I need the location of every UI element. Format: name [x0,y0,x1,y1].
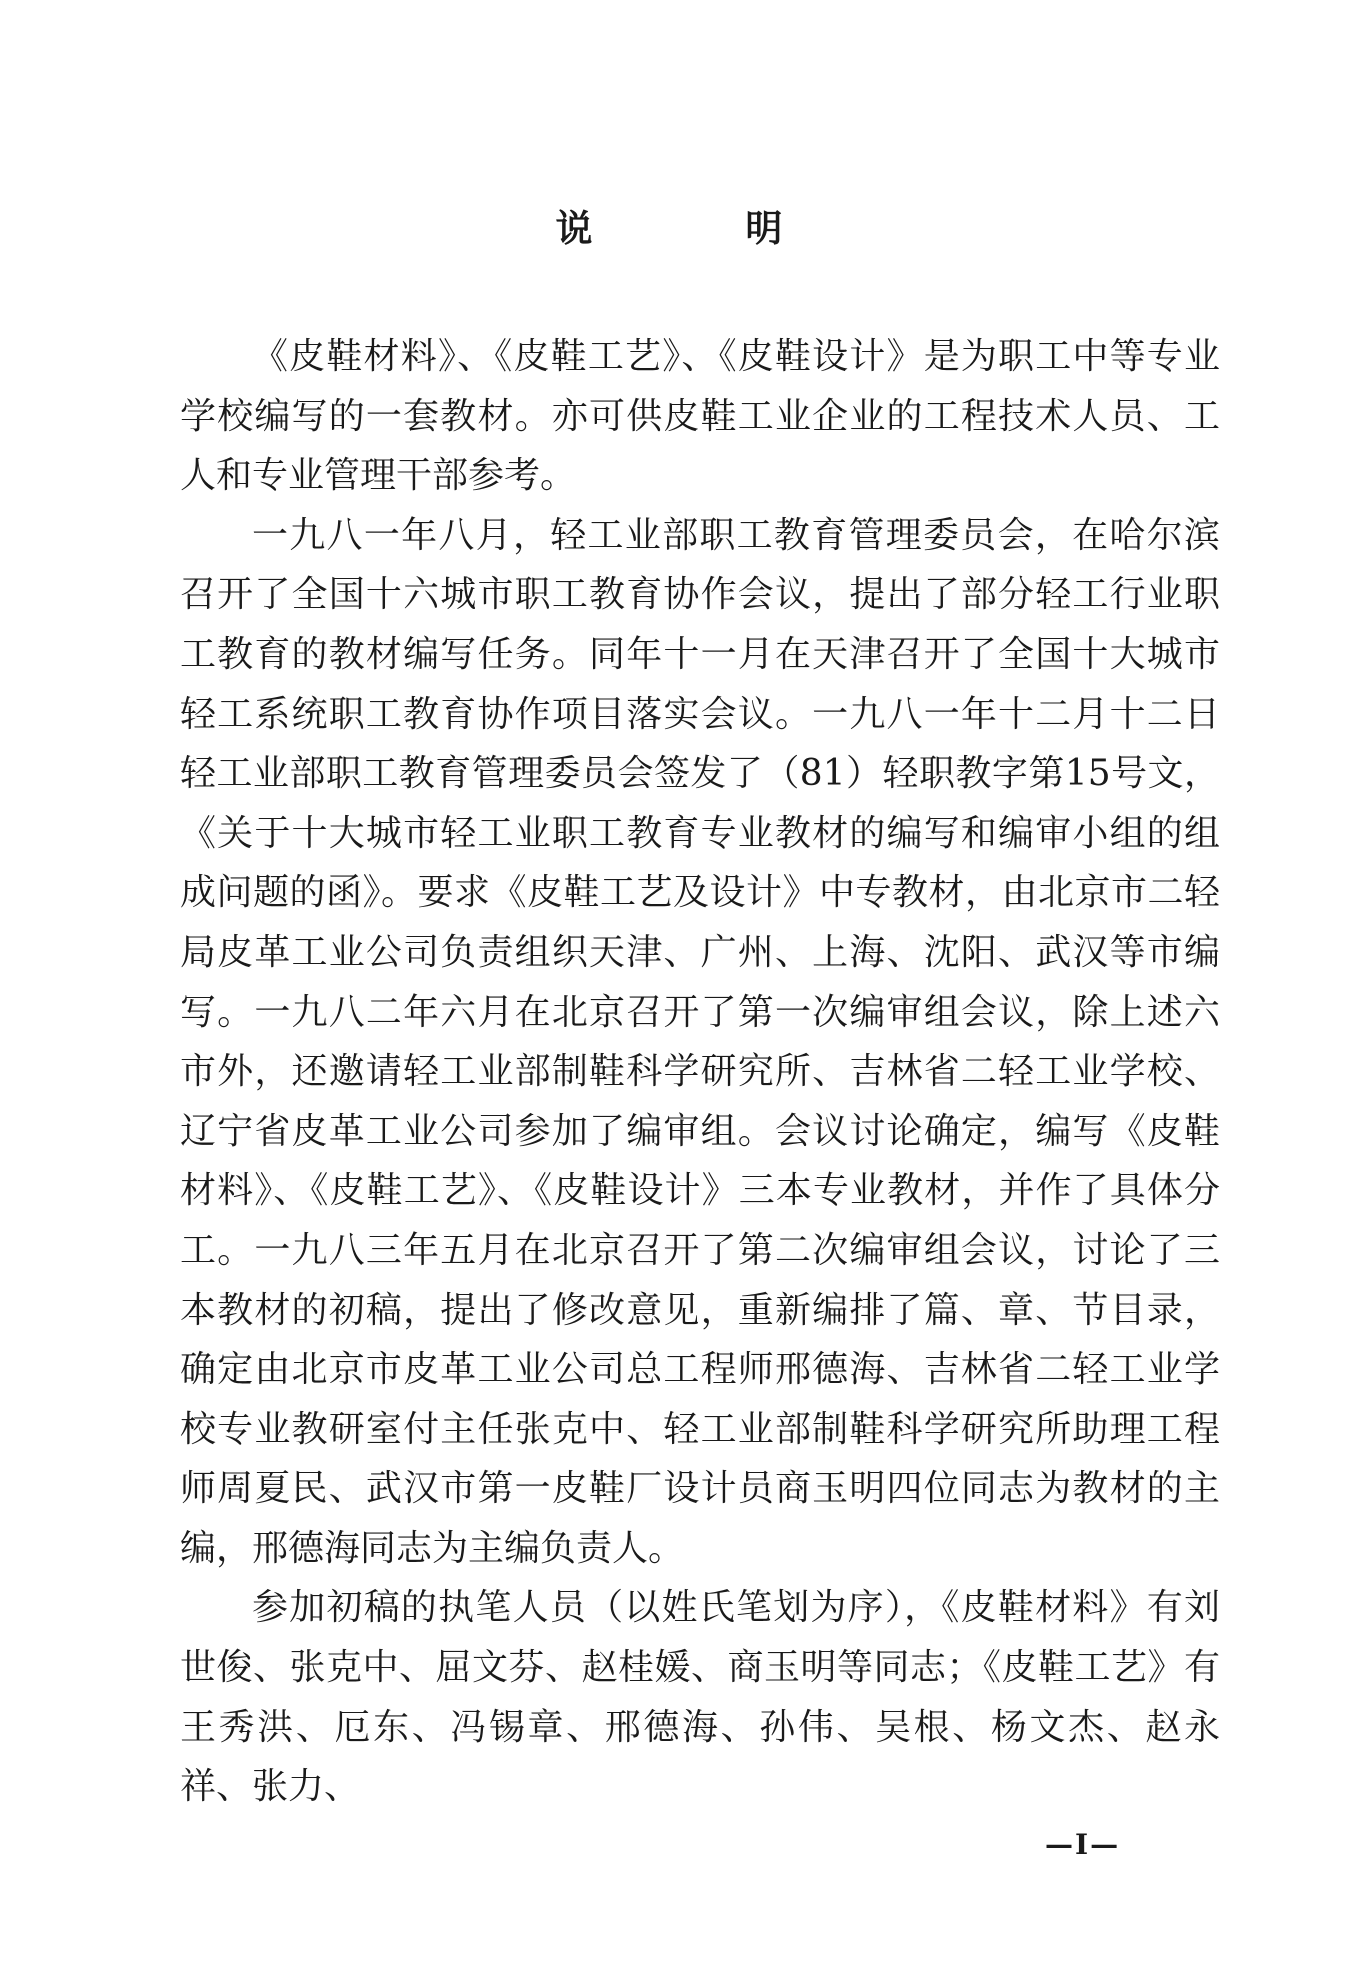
paragraph-purpose: 《皮鞋材料》、《皮鞋工艺》、《皮鞋设计》是为职工中等专业学校编写的一套教材。亦可供皮鞋工业企业的工程技术人员、工人和专业管理干部参考。 [180,336,1220,497]
paragraph-history: 一九八一年八月，轻工业部职工教育管理委员会，在哈尔滨召开了全国十六城市职工教育协作会议，提出了部分轻工行业职工教育的教材编写任务。同年十一月在天津召开了全国十大城市轻工系统职工教育协作项目落实会议。一九八一年十二月十二日轻工业部职工教育管理委员会签发了（81）轻职教字第15号文，《关于十大城市轻工业职工教育专业教材的编写和编审小组的组成问题的函》。要求《皮鞋工艺及设计》中专教材，由北京市二轻局皮革工业公司负责组织天津、广州、上海、沈阳、武汉等市编写。一九八二年六月在北京召开了第一次编审组会议，除上述六市外，还邀请轻工业部制鞋科学研究所、吉林省二轻工业学校、辽宁省皮革工业公司参加了编审组。会议讨论确定，编写《皮鞋材料》、《皮鞋工艺》、《皮鞋设计》三本专业教材，并作了具体分工。一九八三年五月在北京召开了第二次编审组会议，讨论了三本教材的初稿，提出了修改意见，重新编排了篇、章、节目录，确定由北京市皮革工业公司总工程师邢德海、吉林省二轻工业学校专业教研室付主任张克中、轻工业部制鞋科学研究所助理工程师周夏民、武汉市第一皮鞋厂设计员商玉明四位同志为教材的主编，邢德海同志为主编负责人。 [180,514,1220,1569]
body-text [180,327,1220,1817]
paragraph-contributors: 参加初稿的执笔人员（以姓氏笔划为序），《皮鞋材料》有刘世俊、张克中、屈文芬、赵桂媛、商玉明等同志；《皮鞋工艺》有王秀洪、厄东、冯锡章、邢德海、孙伟、吴根、杨文杰、赵永祥、张力、 [180,1587,1220,1808]
page-title: 说 明 [555,206,853,250]
page-number: —Ⅰ— [1045,1828,1121,1861]
